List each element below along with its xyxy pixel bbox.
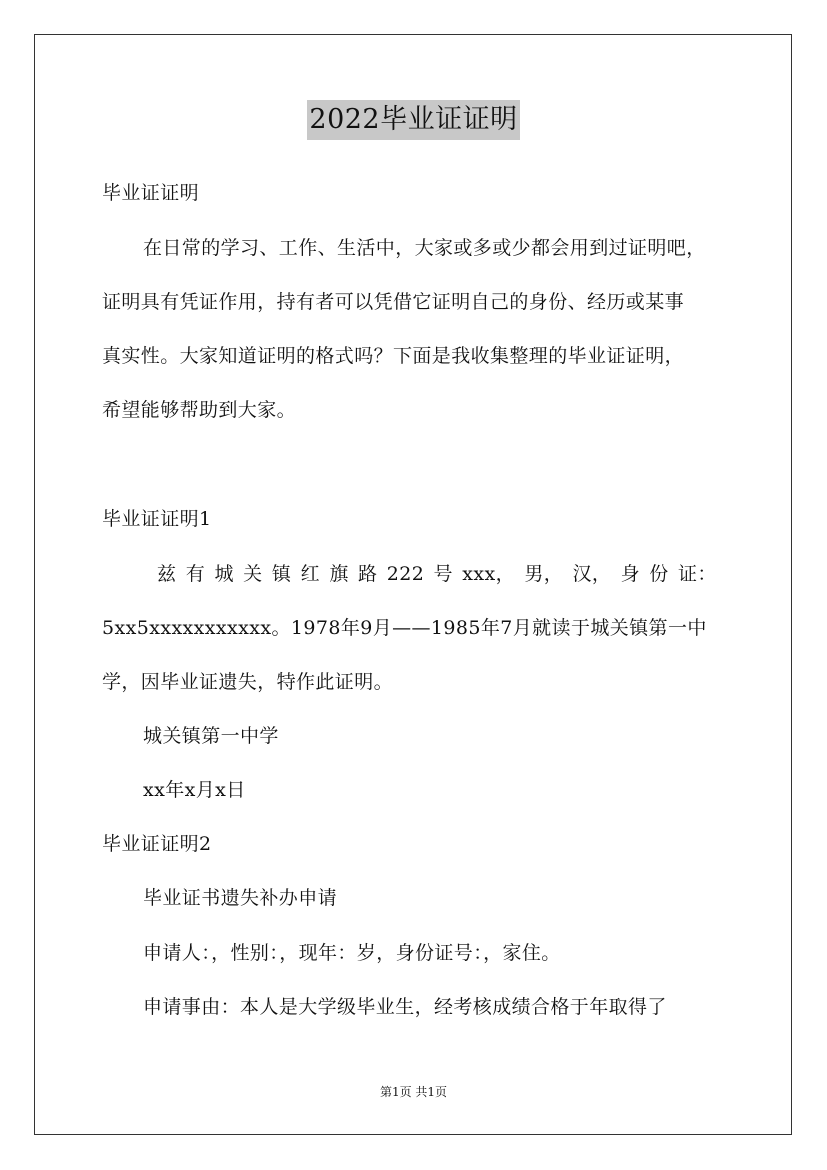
section1-word: 份	[649, 563, 669, 585]
section1-word: 男，	[524, 563, 564, 585]
section1-word: 号	[433, 563, 453, 585]
intro-line-1: 在日常的学习、工作、生活中，大家或多或少都会用到过证明吧，	[143, 237, 706, 259]
section1-word: 身	[620, 563, 640, 585]
intro-line-2: 证明具有凭证作用，持有者可以凭借它证明自己的身份、经历或某事	[102, 291, 685, 313]
section1-word: 关	[243, 563, 263, 585]
section1-word: 汉，	[572, 563, 612, 585]
section1-word: 222	[386, 563, 425, 585]
section1-line-2: 5xx5xxxxxxxxxxx。1978年9月——1985年7月就读于城关镇第一中	[102, 617, 707, 639]
section1-word: 镇	[271, 563, 292, 585]
section1-word: 证：	[678, 563, 717, 585]
section1-line-1	[157, 562, 717, 586]
section1-word: 城	[214, 563, 234, 585]
subtitle: 毕业证证明	[102, 182, 200, 204]
section1-word: 路	[358, 563, 378, 585]
section1-word: xxx，	[462, 563, 515, 585]
section1-signer: 城关镇第一中学	[143, 725, 279, 747]
section1-line-3: 学，因毕业证遗失，特作此证明。	[102, 671, 394, 693]
section2-reason-line: 申请事由：本人是大学级毕业生，经考核成绩合格于年取得了	[143, 996, 667, 1018]
document-title: 2022毕业证证明	[307, 100, 519, 140]
section1-word: 旗	[329, 563, 349, 585]
section1-word: 有	[185, 563, 206, 585]
section1-word: 兹	[157, 563, 177, 585]
intro-line-4: 希望能够帮助到大家。	[102, 399, 297, 421]
section1-date: xx年x月x日	[143, 779, 246, 801]
section2-doc-title: 毕业证书遗失补办申请	[143, 887, 338, 909]
intro-line-3: 真实性。大家知道证明的格式吗？下面是我收集整理的毕业证证明，	[102, 345, 685, 367]
section2-heading: 毕业证证明2	[102, 833, 212, 855]
title-container	[0, 100, 827, 140]
section2-applicant-line: 申请人：，性别：，现年：岁，身份证号：，家住。	[143, 942, 561, 964]
section1-word: 红	[300, 563, 320, 585]
page-footer: 第1页 共1页	[379, 1085, 448, 1099]
section1-heading: 毕业证证明1	[102, 508, 212, 530]
